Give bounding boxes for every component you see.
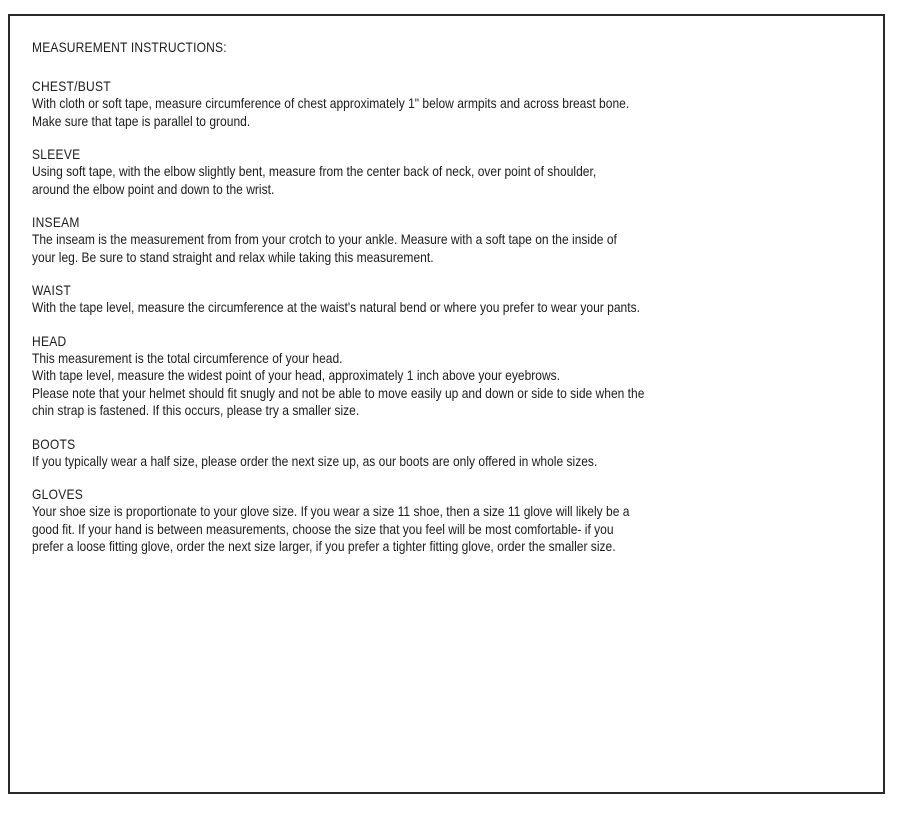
section-text-line: your leg. Be sure to stand straight and relax while taking this measurement. (32, 248, 434, 265)
section-title: BOOTS (32, 435, 76, 452)
section-text-line: chin strap is fastened. If this occurs, please try a smaller size. (32, 402, 360, 418)
section-text-line: Using soft tape, with the elbow slightly bent, measure from the center back of neck, over point of shoulder, (32, 163, 597, 179)
section-text-line: The inseam is the measurement from from your crotch to your ankle. Measure with a soft tape on the inside of (32, 231, 617, 247)
section-text-line: Please note that your helmet should fit snugly and not be able to move easily up and down or side to side when the (32, 384, 645, 401)
section-boots (32, 436, 863, 471)
section-title: WAIST (32, 282, 71, 298)
section-gloves (32, 486, 863, 556)
section-title: HEAD (32, 332, 67, 349)
section-title: INSEAM (32, 214, 80, 230)
instructions-heading: MEASUREMENT INSTRUCTIONS: (32, 39, 227, 55)
section-sleeve (32, 146, 863, 198)
section-text-line: With cloth or soft tape, measure circumference of chest approximately 1" below armpits and across breast bone. (32, 95, 630, 111)
section-chest-bust (32, 78, 863, 130)
measurement-instructions-panel (8, 14, 885, 794)
section-title: CHEST/BUST (32, 78, 111, 94)
section-text-line: Make sure that tape is parallel to ground. (32, 112, 251, 129)
section-text-line: around the elbow point and down to the wrist. (32, 180, 275, 197)
section-text-line: prefer a loose fitting glove, order the next size larger, if you prefer a tighter fitting glove, order the smaller size. (32, 538, 616, 554)
section-title: GLOVES (32, 486, 84, 502)
section-text-line: Your shoe size is proportionate to your glove size. If you wear a size 11 shoe, then a size 11 glove will likely be a (32, 503, 630, 519)
section-text-line: With tape level, measure the widest point of your head, approximately 1 inch above your eyebrows. (32, 367, 561, 383)
section-inseam (32, 214, 863, 266)
section-title: SLEEVE (32, 146, 81, 162)
section-text-line: If you typically wear a half size, please order the next size up, as our boots are only offered in whole sizes. (32, 452, 598, 469)
section-text-line: good fit. If your hand is between measurements, choose the size that you feel will be most comfortable- if you (32, 520, 614, 537)
section-text-line: This measurement is the total circumference of your head. (32, 349, 343, 366)
section-waist (32, 282, 863, 317)
section-text-line: With the tape level, measure the circumference at the waist's natural bend or where you prefer to wear your pants. (32, 299, 640, 315)
section-head (32, 333, 863, 420)
